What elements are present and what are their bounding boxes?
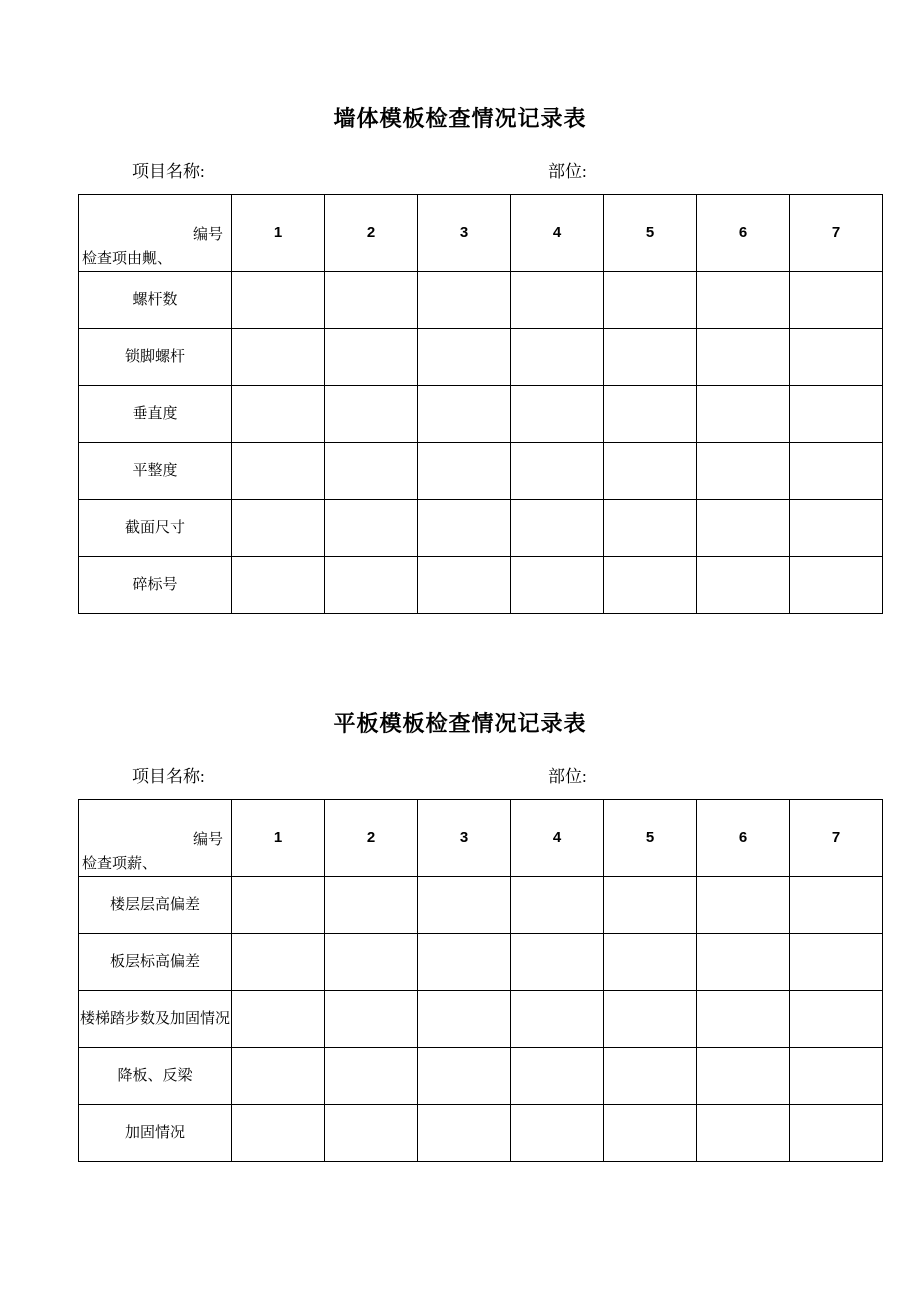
data-cell[interactable] [604,272,697,329]
table-header-row [79,195,883,272]
data-cell[interactable] [325,991,418,1048]
column-header-1: 1 [232,195,325,272]
data-cell[interactable] [418,991,511,1048]
section-slab-formwork [0,709,920,1162]
data-cell[interactable] [511,329,604,386]
data-cell[interactable] [325,500,418,557]
data-cell[interactable] [790,934,883,991]
page-title-slab: 平板模板检查情况记录表 [333,711,587,736]
wall-inspection-table [78,194,883,614]
column-header-4: 4 [511,195,604,272]
column-header-6: 6 [697,800,790,877]
column-header-2: 2 [325,195,418,272]
data-cell[interactable] [511,500,604,557]
data-cell[interactable] [325,272,418,329]
data-cell[interactable] [697,443,790,500]
column-header-3: 3 [418,800,511,877]
data-cell[interactable] [232,877,325,934]
data-cell[interactable] [790,500,883,557]
data-cell[interactable] [418,272,511,329]
column-header-7: 7 [790,195,883,272]
data-cell[interactable] [604,1048,697,1105]
row-label: 锁脚螺杆 [79,329,232,386]
data-cell[interactable] [418,1048,511,1105]
row-label: 楼梯踏步数及加固情况 [79,991,232,1048]
data-cell[interactable] [232,557,325,614]
data-cell[interactable] [790,991,883,1048]
data-cell[interactable] [232,272,325,329]
table-row [79,1048,883,1105]
data-cell[interactable] [604,991,697,1048]
column-header-7: 7 [790,800,883,877]
column-header-4: 4 [511,800,604,877]
column-header-5: 5 [604,195,697,272]
row-label: 板层标高偏差 [79,934,232,991]
data-cell[interactable] [790,877,883,934]
data-cell[interactable] [511,386,604,443]
data-cell[interactable] [697,991,790,1048]
data-cell[interactable] [511,272,604,329]
project-name-label-slab: 项目名称: [132,767,205,786]
data-cell[interactable] [325,877,418,934]
data-cell[interactable] [418,386,511,443]
table-row [79,386,883,443]
data-cell[interactable] [790,443,883,500]
data-cell[interactable] [325,329,418,386]
data-cell[interactable] [418,934,511,991]
corner-header-inner [79,195,231,271]
data-cell[interactable] [325,386,418,443]
data-cell[interactable] [232,386,325,443]
corner-number-label: 编号 [192,832,223,848]
data-cell[interactable] [697,557,790,614]
data-cell[interactable] [697,877,790,934]
corner-header-cell [79,800,232,877]
column-header-6: 6 [697,195,790,272]
data-cell[interactable] [697,934,790,991]
data-cell[interactable] [418,557,511,614]
data-cell[interactable] [418,877,511,934]
corner-item-label: 检查项薪、 [82,856,158,872]
data-cell[interactable] [790,272,883,329]
data-cell[interactable] [418,329,511,386]
row-label: 降板、反梁 [79,1048,232,1105]
corner-header-cell [79,195,232,272]
slab-table-body [79,800,883,1162]
data-cell[interactable] [790,329,883,386]
data-cell[interactable] [232,1105,325,1162]
row-label: 楼层层高偏差 [79,877,232,934]
data-cell[interactable] [511,557,604,614]
data-cell[interactable] [790,386,883,443]
table-row [79,329,883,386]
row-label: 平整度 [79,443,232,500]
data-cell[interactable] [511,1048,604,1105]
row-label: 加固情况 [79,1105,232,1162]
corner-number-label: 编号 [192,227,223,243]
data-cell[interactable] [232,1048,325,1105]
row-label: 螺杆数 [79,272,232,329]
data-cell[interactable] [604,500,697,557]
data-cell[interactable] [418,443,511,500]
data-cell[interactable] [418,500,511,557]
data-cell[interactable] [325,934,418,991]
corner-header-inner [79,800,231,876]
data-cell[interactable] [511,991,604,1048]
corner-item-label: 检查项由觍、 [82,251,173,267]
part-label-wall: 部位: [548,162,587,181]
section-wall-formwork [0,104,920,614]
column-header-2: 2 [325,800,418,877]
data-cell[interactable] [325,443,418,500]
part-label-slab: 部位: [548,767,587,786]
row-label: 截面尺寸 [79,500,232,557]
table-row [79,500,883,557]
table-row [79,443,883,500]
data-cell[interactable] [604,1105,697,1162]
table-row [79,1105,883,1162]
data-cell[interactable] [697,329,790,386]
table-row [79,557,883,614]
data-cell[interactable] [325,1048,418,1105]
data-cell[interactable] [697,386,790,443]
data-cell[interactable] [604,443,697,500]
data-cell[interactable] [511,934,604,991]
data-cell[interactable] [604,329,697,386]
table-row [79,272,883,329]
row-label: 碎标号 [79,557,232,614]
data-cell[interactable] [697,500,790,557]
row-label: 垂直度 [79,386,232,443]
data-cell[interactable] [790,1105,883,1162]
page-title-wall: 墙体模板检查情况记录表 [333,106,587,131]
data-cell[interactable] [418,1105,511,1162]
column-header-5: 5 [604,800,697,877]
wall-table-body [79,195,883,614]
data-cell[interactable] [604,934,697,991]
project-name-label-wall: 项目名称: [132,162,205,181]
meta-row-slab [0,765,920,799]
data-cell[interactable] [790,557,883,614]
data-cell[interactable] [325,557,418,614]
data-cell[interactable] [232,329,325,386]
data-cell[interactable] [604,557,697,614]
data-cell[interactable] [325,1105,418,1162]
data-cell[interactable] [604,877,697,934]
column-header-3: 3 [418,195,511,272]
data-cell[interactable] [697,1105,790,1162]
table-row [79,877,883,934]
data-cell[interactable] [511,877,604,934]
data-cell[interactable] [232,991,325,1048]
data-cell[interactable] [790,1048,883,1105]
data-cell[interactable] [604,386,697,443]
data-cell[interactable] [697,272,790,329]
data-cell[interactable] [697,1048,790,1105]
data-cell[interactable] [232,443,325,500]
data-cell[interactable] [511,443,604,500]
slab-inspection-table [78,799,883,1162]
table-row [79,991,883,1048]
meta-row-wall [0,160,920,194]
data-cell[interactable] [232,500,325,557]
table-header-row [79,800,883,877]
data-cell[interactable] [511,1105,604,1162]
column-header-1: 1 [232,800,325,877]
data-cell[interactable] [232,934,325,991]
table-row [79,934,883,991]
